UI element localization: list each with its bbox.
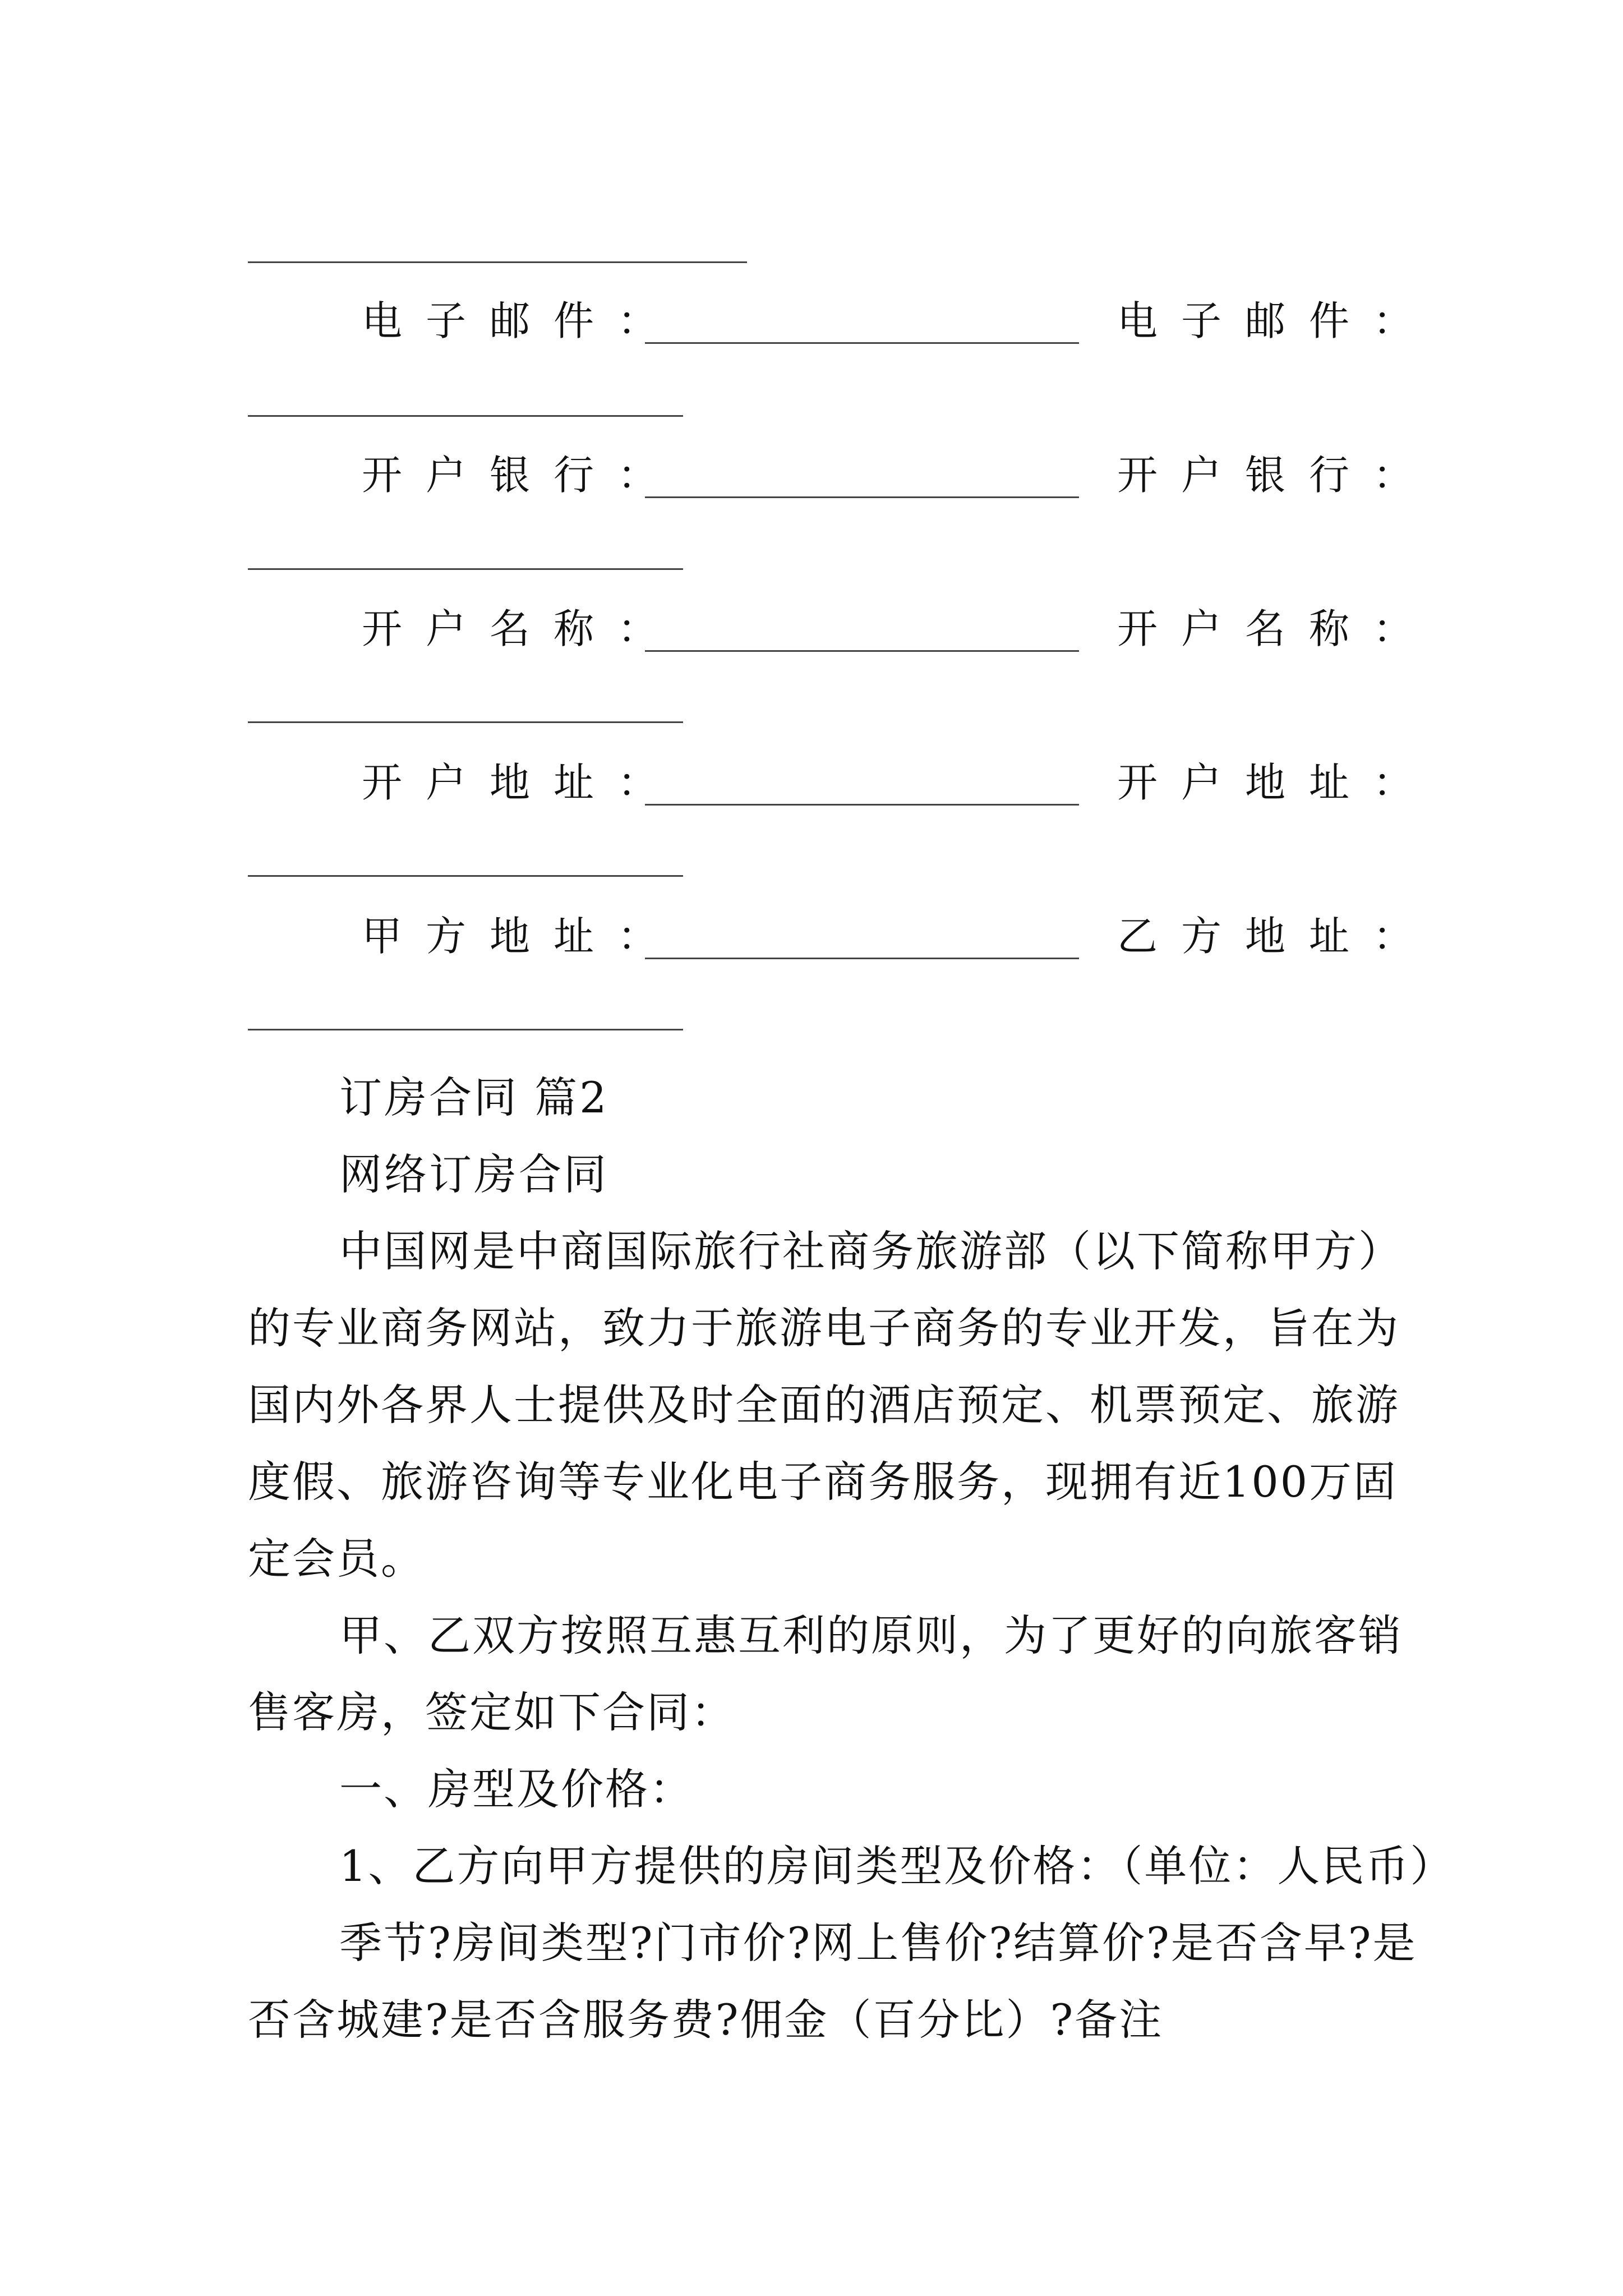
field-blank-line[interactable] bbox=[248, 415, 683, 417]
field-label: 开户地址： bbox=[362, 759, 682, 806]
paragraph-line: 否含城建?是否含服务费?佣金（百分比）?备注 bbox=[248, 1995, 1164, 2045]
field-row-bank bbox=[0, 447, 1623, 526]
paragraph-line: 国内外各界人士提供及时全面的酒店预定、机票预定、旅游 bbox=[248, 1380, 1400, 1430]
item-1: 1、乙方向甲方提供的房间类型及价格：（单位：人民币） bbox=[339, 1841, 1455, 1891]
field-blank-line[interactable] bbox=[645, 958, 1079, 959]
field-blank-line[interactable] bbox=[248, 1029, 683, 1030]
field-blank-line[interactable] bbox=[645, 496, 1079, 498]
field-row-party-address bbox=[0, 908, 1623, 987]
field-blank-line[interactable] bbox=[248, 721, 683, 723]
paragraph-line: 度假、旅游咨询等专业化电子商务服务，现拥有近100万固 bbox=[248, 1457, 1398, 1507]
field-blank-line[interactable] bbox=[248, 568, 683, 570]
field-blank-line[interactable] bbox=[645, 342, 1079, 344]
paragraph-line: 季节?房间类型?门市价?网上售价?结算价?是否含早?是 bbox=[339, 1918, 1417, 1968]
item-heading: 一、房型及价格： bbox=[339, 1764, 694, 1814]
field-blank-line[interactable] bbox=[248, 875, 683, 877]
field-label: 乙方地址： bbox=[1117, 913, 1437, 960]
field-label: 电子邮件： bbox=[1117, 297, 1437, 344]
field-label: 开户银行： bbox=[362, 452, 682, 499]
field-blank-line bbox=[248, 261, 747, 263]
field-label: 开户银行： bbox=[1117, 452, 1437, 499]
paragraph-line: 甲、乙双方按照互惠互利的原则，为了更好的向旅客销 bbox=[339, 1611, 1403, 1660]
field-label: 电子邮件： bbox=[362, 297, 682, 344]
paragraph-line: 定会员。 bbox=[248, 1534, 425, 1584]
paragraph-line: 售客房，签定如下合同： bbox=[248, 1687, 735, 1737]
document-title: 网络订房合同 bbox=[339, 1149, 608, 1199]
field-label: 开户地址： bbox=[1117, 759, 1437, 806]
section-heading: 订房合同 篇2 bbox=[339, 1073, 609, 1122]
field-row-account-name bbox=[0, 601, 1623, 679]
field-label: 开户名称： bbox=[1117, 605, 1437, 652]
field-row-account-address bbox=[0, 754, 1623, 833]
field-blank-line[interactable] bbox=[645, 804, 1079, 806]
field-row-email bbox=[0, 293, 1623, 371]
paragraph-line: 中国网是中商国际旅行社商务旅游部（以下简称甲方） bbox=[339, 1226, 1403, 1276]
field-label: 开户名称： bbox=[362, 605, 682, 652]
field-blank-line[interactable] bbox=[645, 650, 1079, 652]
paragraph-line: 的专业商务网站，致力于旅游电子商务的专业开发，旨在为 bbox=[248, 1303, 1400, 1353]
field-label: 甲方地址： bbox=[362, 913, 682, 960]
